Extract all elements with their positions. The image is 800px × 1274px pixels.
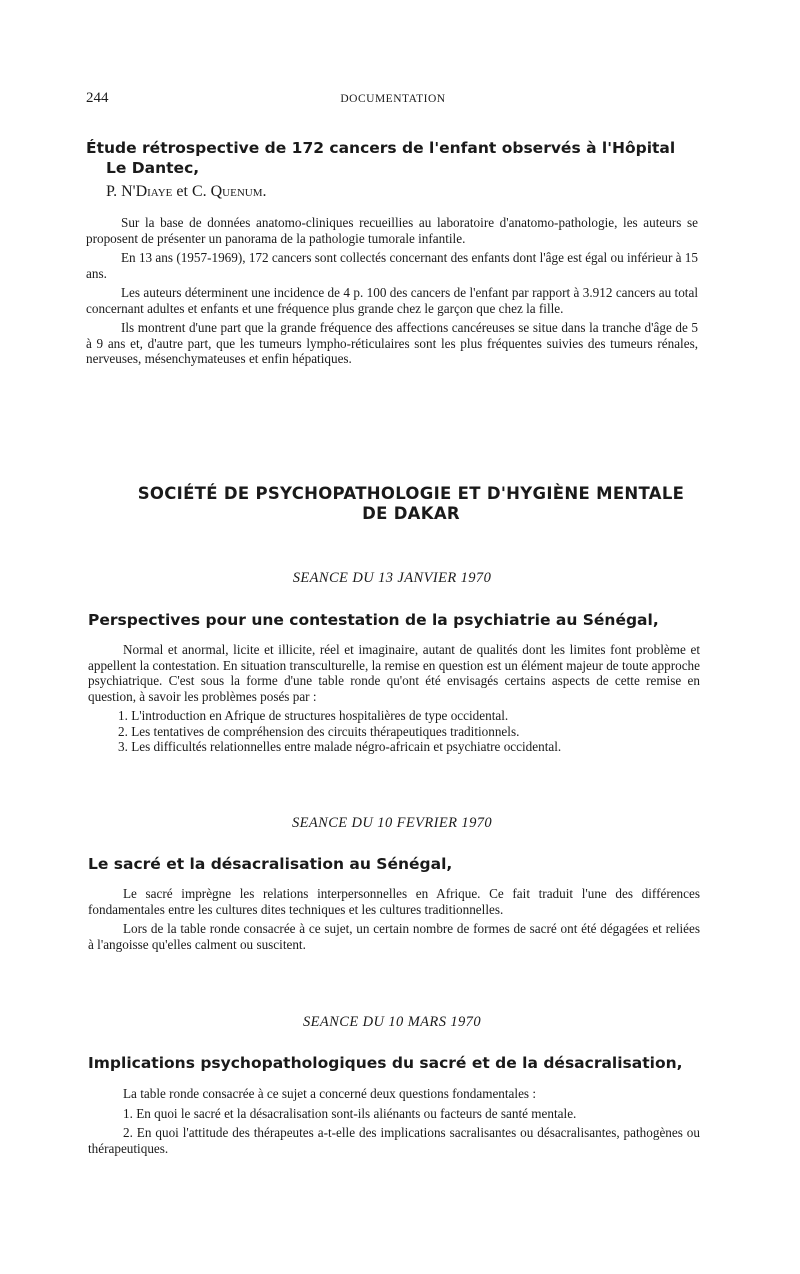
session-paragraph: Normal et anormal, licite et illicite, réel et imaginaire, autant de qualités dont les limites font problème et appellent la contestation. En situation transculturelle, la remise en question est un élément majeur de toute approche psychiatrique. C'est sous la forme d'une table ronde qu'ont été envisagés certains aspects de cette remise en question, à savoir les problèmes posés par : <box>88 642 700 704</box>
article-block <box>86 138 698 371</box>
society-heading <box>86 484 736 524</box>
running-title: DOCUMENTATION <box>340 93 446 105</box>
article-authors <box>106 183 698 201</box>
author-join: et C. Q <box>172 183 223 200</box>
session-title-3: Implications psychopathologiques du sacré et de la désacralisation, <box>88 1054 683 1072</box>
session-body-1 <box>88 642 700 755</box>
session-paragraph: Lors de la table ronde consacrée à ce sujet, un certain nombre de formes de sacré ont été dégagées et reliées à l'angoisse qu'elles calment ou suscitent. <box>88 921 700 952</box>
session-list-item: 2. Les tentatives de compréhension des circuits thérapeutiques traditionnels. <box>118 723 520 739</box>
article-paragraph: Ils montrent d'une part que la grande fréquence des affections cancéreuses se situe dans la tranche d'âge de 5 à 9 ans et, d'autre part, que les tumeurs lympho-réticulaires sont les plus fréquentes suivies des tumeurs rénales, nerveuses, mésenchymateuses et enfin hépatiques. <box>86 320 698 366</box>
article-title-line1: Étude rétrospective de 172 cancers de l'enfant observés à l'Hôpital <box>86 139 676 157</box>
session-date-3: SEANCE DU 10 MARS 1970 <box>303 1014 481 1030</box>
session-date-2: SEANCE DU 10 FEVRIER 1970 <box>291 815 493 831</box>
society-heading-line1: SOCIÉTÉ DE PSYCHOPATHOLOGIE ET D'HYGIÈNE MENTALE <box>137 484 685 503</box>
session-body-2 <box>88 886 700 956</box>
author-prefix: P. N'D <box>106 183 148 200</box>
article-title <box>86 138 698 178</box>
session-list-item: 1. L'introduction en Afrique de structures hospitalières de type occidental. <box>118 708 509 723</box>
article-paragraph: Sur la base de données anatomo-cliniques recueillies au laboratoire d'anatomo-pathologie, les auteurs se proposent de présenter un panorama de la pathologie tumorale infantile. <box>86 215 698 246</box>
session-list-item: 3. Les difficultés relationnelles entre malade négro-africain et psychiatre occidental. <box>118 739 562 754</box>
author-quenum: uenum <box>222 183 263 200</box>
running-header <box>86 90 700 112</box>
session-title-2: Le sacré et la désacralisation au Sénégal, <box>88 855 453 873</box>
article-title-line2: Le Dantec, <box>106 159 200 177</box>
session-paragraph: La table ronde consacrée à ce sujet a concerné deux questions fondamentales : <box>123 1086 537 1101</box>
session-title-1: Perspectives pour une contestation de la psychiatrie au Sénégal, <box>88 611 659 629</box>
author-end: . <box>262 183 267 200</box>
session-paragraph: Le sacré imprègne les relations interpersonnelles en Afrique. Ce fait traduit l'une des différences fondamentales entre les cultures dites techniques et les cultures traditionnelles. <box>88 886 700 917</box>
session-body-3 <box>88 1086 700 1160</box>
session-paragraph: 1. En quoi le sacré et la désacralisation sont-ils aliénants ou facteurs de santé mentale. <box>123 1105 577 1121</box>
session-date-1: SEANCE DU 13 JANVIER 1970 <box>292 570 492 586</box>
society-heading-line2: DE DAKAR <box>362 504 460 523</box>
page-number: 244 <box>86 90 109 106</box>
author-diaye: iaye <box>147 183 173 200</box>
article-body <box>86 215 698 367</box>
article-paragraph: Les auteurs déterminent une incidence de 4 p. 100 des cancers de l'enfant par rapport à 3.912 cancers au total concernant adultes et enfants et une fréquence plus grande chez le garçon que chez la fille. <box>86 285 698 316</box>
article-paragraph: En 13 ans (1957-1969), 172 cancers sont collectés concernant des enfants dont l'âge est égal ou inférieur à 15 ans. <box>86 250 698 281</box>
session-paragraph: 2. En quoi l'attitude des thérapeutes a-t-elle des implications sacralisantes ou désacralisantes, pathogènes ou thérapeutiques. <box>88 1125 700 1156</box>
